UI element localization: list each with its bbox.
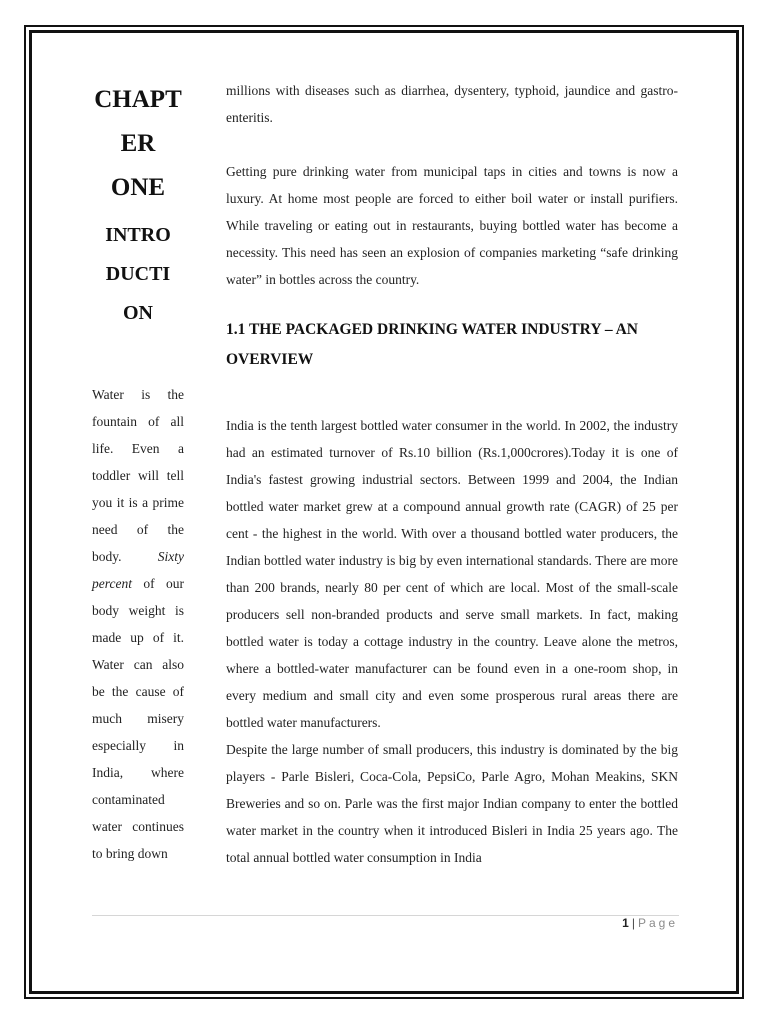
footer-separator: | — [631, 916, 635, 930]
section-heading: 1.1 THE PACKAGED DRINKING WATER INDUSTRY – AN OVERVIEW — [226, 321, 638, 368]
footer-divider — [92, 915, 679, 916]
main-text-column — [226, 77, 678, 871]
introduction-heading: INTRO DUCTI ON — [105, 224, 171, 324]
body-paragraph: millions with diseases such as diarrhea, dysentery, typhoid, jaundice and gastro-enteritis. — [226, 83, 678, 125]
section-paragraph: Despite the large number of small producers, this industry is dominated by the big players - Parle Bisleri, Coca-Cola, PepsiCo, Parle Agro, Mohan Meakins, SKN Breweries and so on. Parle was the first major Indian company to enter the bottled water market in the country when it introduced Bisleri in India 25 years ago. The total annual bottled water consumption in India — [226, 742, 678, 865]
sidebar-paragraph-part1: Water is the fountain of all life. Even a toddler will tell you it is a prime need of the body. — [92, 387, 184, 564]
sidebar-paragraph — [92, 381, 184, 867]
page-number: 1 — [622, 916, 629, 930]
section-paragraph: India is the tenth largest bottled water consumer in the world. In 2002, the industry had an estimated turnover of Rs.10 billion (Rs.1,000crores).Today it is one of India's fastest growing industrial sectors. Between 1999 and 2004, the Indian bottled water market grew at a compound annual growth rate (CAGR) of 25 per cent - the highest in the world. With over a thousand bottled water producers, the Indian bottled water industry is big by even international standards. There are more than 200 brands, nearly 80 per cent of which are local. Most of the small-scale producers sell non-branded products and serve small markets. In fact, making bottled water is today a cottage industry in the country. Leave alone the metros, where a bottled-water manufacturer can be found even in a one-room shop, in every medium and small city and even some prosperous rural areas there are bottled water manufacturers. — [226, 418, 678, 730]
page-label: Page — [637, 916, 678, 930]
chapter-heading: CHAPT ER ONE — [94, 86, 182, 201]
sidebar-paragraph-part2: of our body weight is made up of it. Water can also be the cause of much misery especially in India, where contaminated water continues to bring down — [92, 576, 184, 861]
sidebar-column — [92, 78, 184, 867]
body-paragraph: Getting pure drinking water from municipal taps in cities and towns is now a luxury. At home most people are forced to either boil water or install purifiers. While traveling or eating out in restaurants, buying bottled water has become a necessity. This need has seen an explosion of companies marketing “safe drinking water” in bottles across the country. — [226, 164, 678, 287]
page-footer — [622, 916, 678, 930]
sidebar-paragraph-emphasis: Sixty percent — [92, 549, 184, 591]
